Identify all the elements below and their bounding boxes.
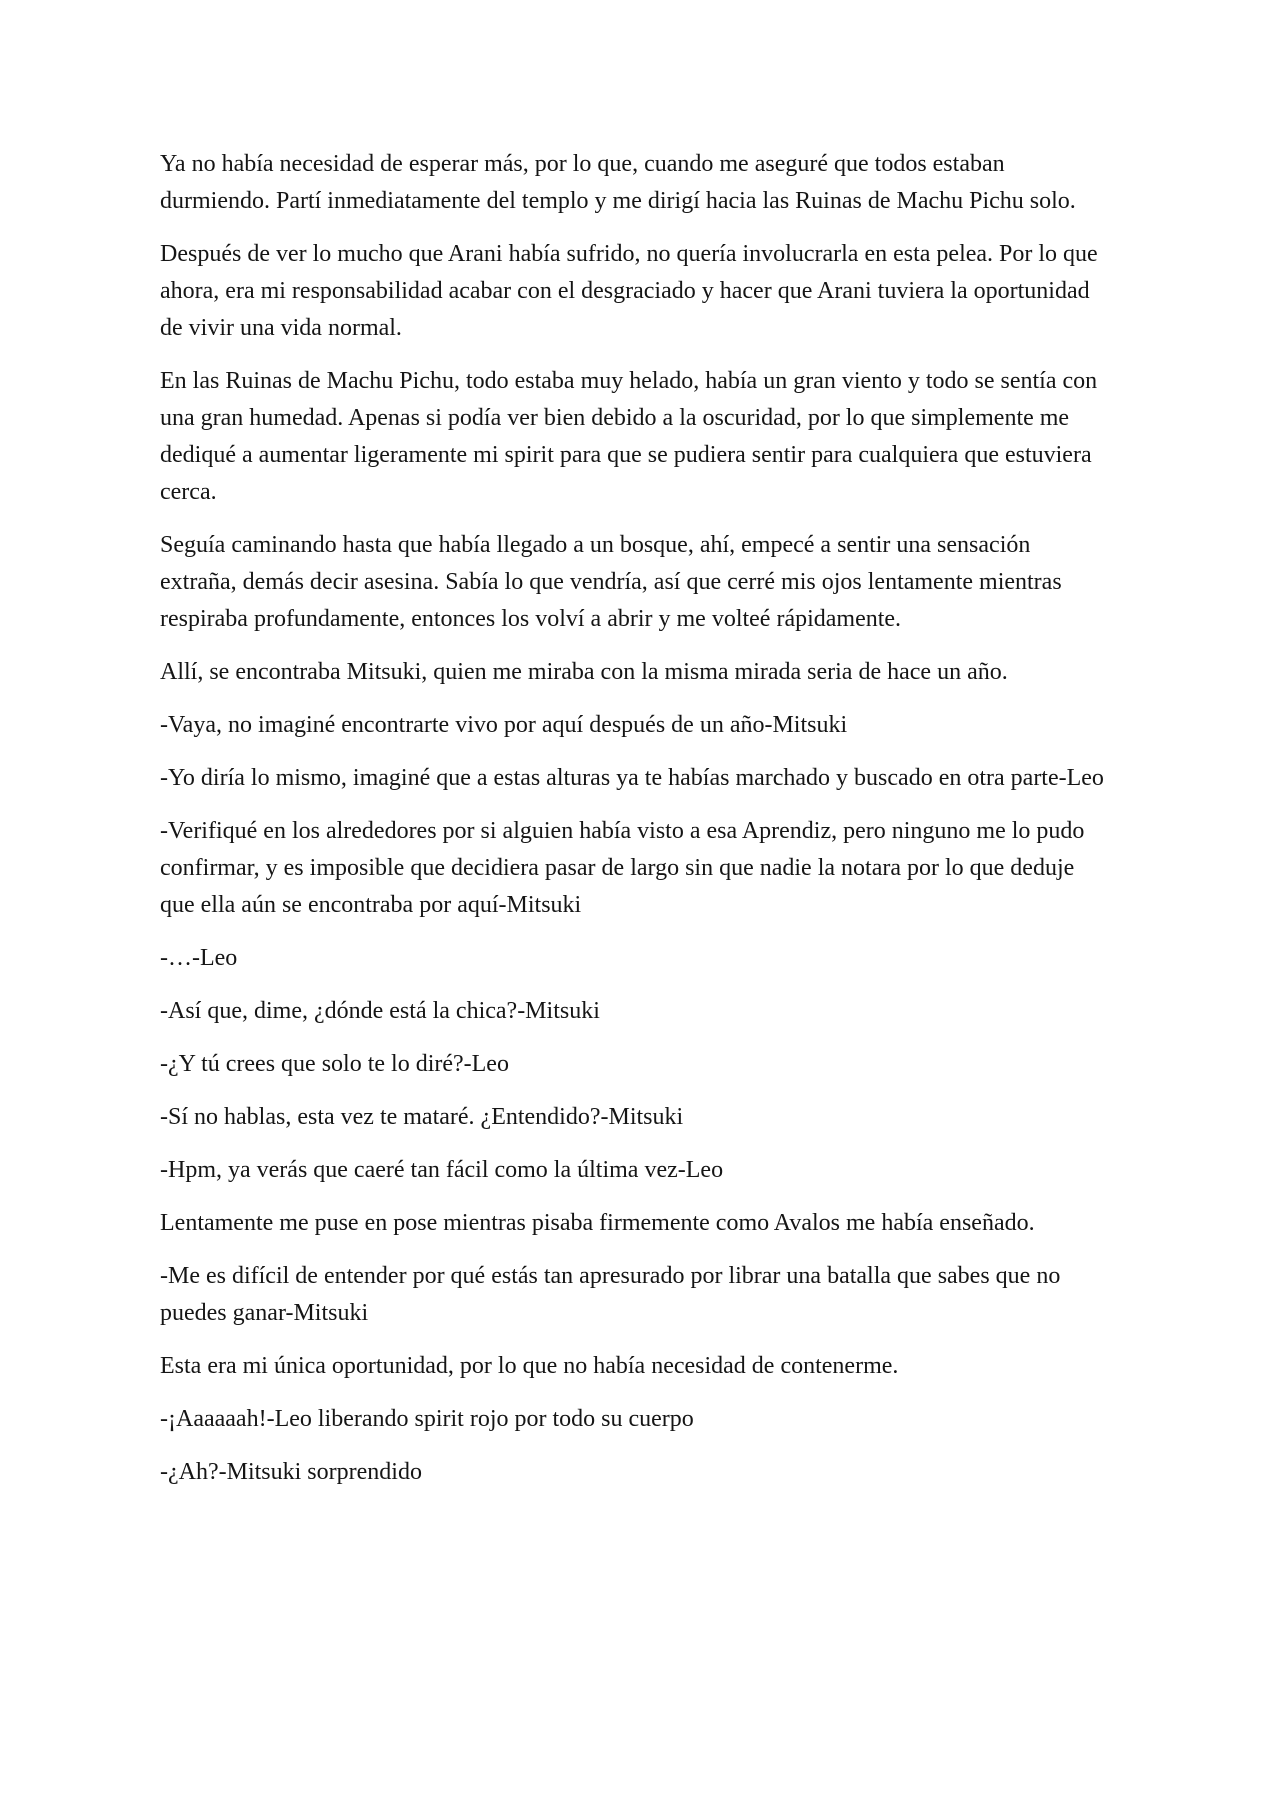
dialogue-line-mitsuki-3: -Así que, dime, ¿dónde está la chica?-Mitsuki [160,998,600,1024]
dialogue-line-mitsuki-1: -Vaya, no imaginé encontrarte vivo por aquí después de un año-Mitsuki [160,712,848,738]
paragraph-narration-3: En las Ruinas de Machu Pichu, todo estaba muy helado, había un gran viento y todo se sentía con una gran humedad. Apenas si podía ver bien debido a la oscuridad, por lo que simplemente me dediqué a aumentar ligeramente mi spirit para que se pudiera sentir para cualquiera que estuviera cerca. [160,368,1098,505]
paragraph-narration-5: Allí, se encontraba Mitsuki, quien me miraba con la misma mirada seria de hace un año. [160,659,1008,685]
paragraph-narration-7: Esta era mi única oportunidad, por lo que no había necesidad de contenerme. [160,1353,899,1379]
dialogue-line-mitsuki-2: -Verifiqué en los alrededores por si alguien había visto a esa Aprendiz, pero ninguno me lo pudo confirmar, y es imposible que decidiera pasar de largo sin que nadie la notara por lo que deduje que ella aún se encontraba por aquí-Mitsuki [160,818,1085,918]
paragraph-narration-4: Seguía caminando hasta que había llegado a un bosque, ahí, empecé a sentir una sensación extraña, demás decir asesina. Sabía lo que vendría, así que cerré mis ojos lentamente mientras respiraba profundamente, entonces los volví a abrir y me volteé rápidamente. [160,532,1062,632]
paragraph-narration-1: Ya no había necesidad de esperar más, por lo que, cuando me aseguré que todos estaban durmiendo. Partí inmediatamente del templo y me dirigí hacia las Ruinas de Machu Pichu solo. [160,151,1076,214]
dialogue-line-mitsuki-4: -Sí no hablas, esta vez te mataré. ¿Entendido?-Mitsuki [160,1104,684,1130]
dialogue-line-leo-1: -Yo diría lo mismo, imaginé que a estas alturas ya te habías marchado y buscado en otra parte-Leo [160,765,1104,791]
document-page [160,146,1112,1507]
dialogue-line-mitsuki-6: -¿Ah?-Mitsuki sorprendido [160,1459,422,1485]
paragraph-narration-2: Después de ver lo mucho que Arani había sufrido, no quería involucrarla en esta pelea. Por lo que ahora, era mi responsabilidad acabar con el desgraciado y hacer que Arani tuviera la oportunidad de vivir una vida normal. [160,241,1098,341]
paragraph-narration-6: Lentamente me puse en pose mientras pisaba firmemente como Avalos me había enseñado. [160,1210,1035,1236]
dialogue-line-leo-5: -¡Aaaaaah!-Leo liberando spirit rojo por todo su cuerpo [160,1406,694,1432]
dialogue-line-leo-4: -Hpm, ya verás que caeré tan fácil como la última vez-Leo [160,1157,724,1183]
dialogue-line-mitsuki-5: -Me es difícil de entender por qué estás tan apresurado por librar una batalla que sabes que no puedes ganar-Mitsuki [160,1263,1061,1326]
dialogue-line-leo-2: -…-Leo [160,945,238,971]
dialogue-line-leo-3: -¿Y tú crees que solo te lo diré?-Leo [160,1051,509,1077]
